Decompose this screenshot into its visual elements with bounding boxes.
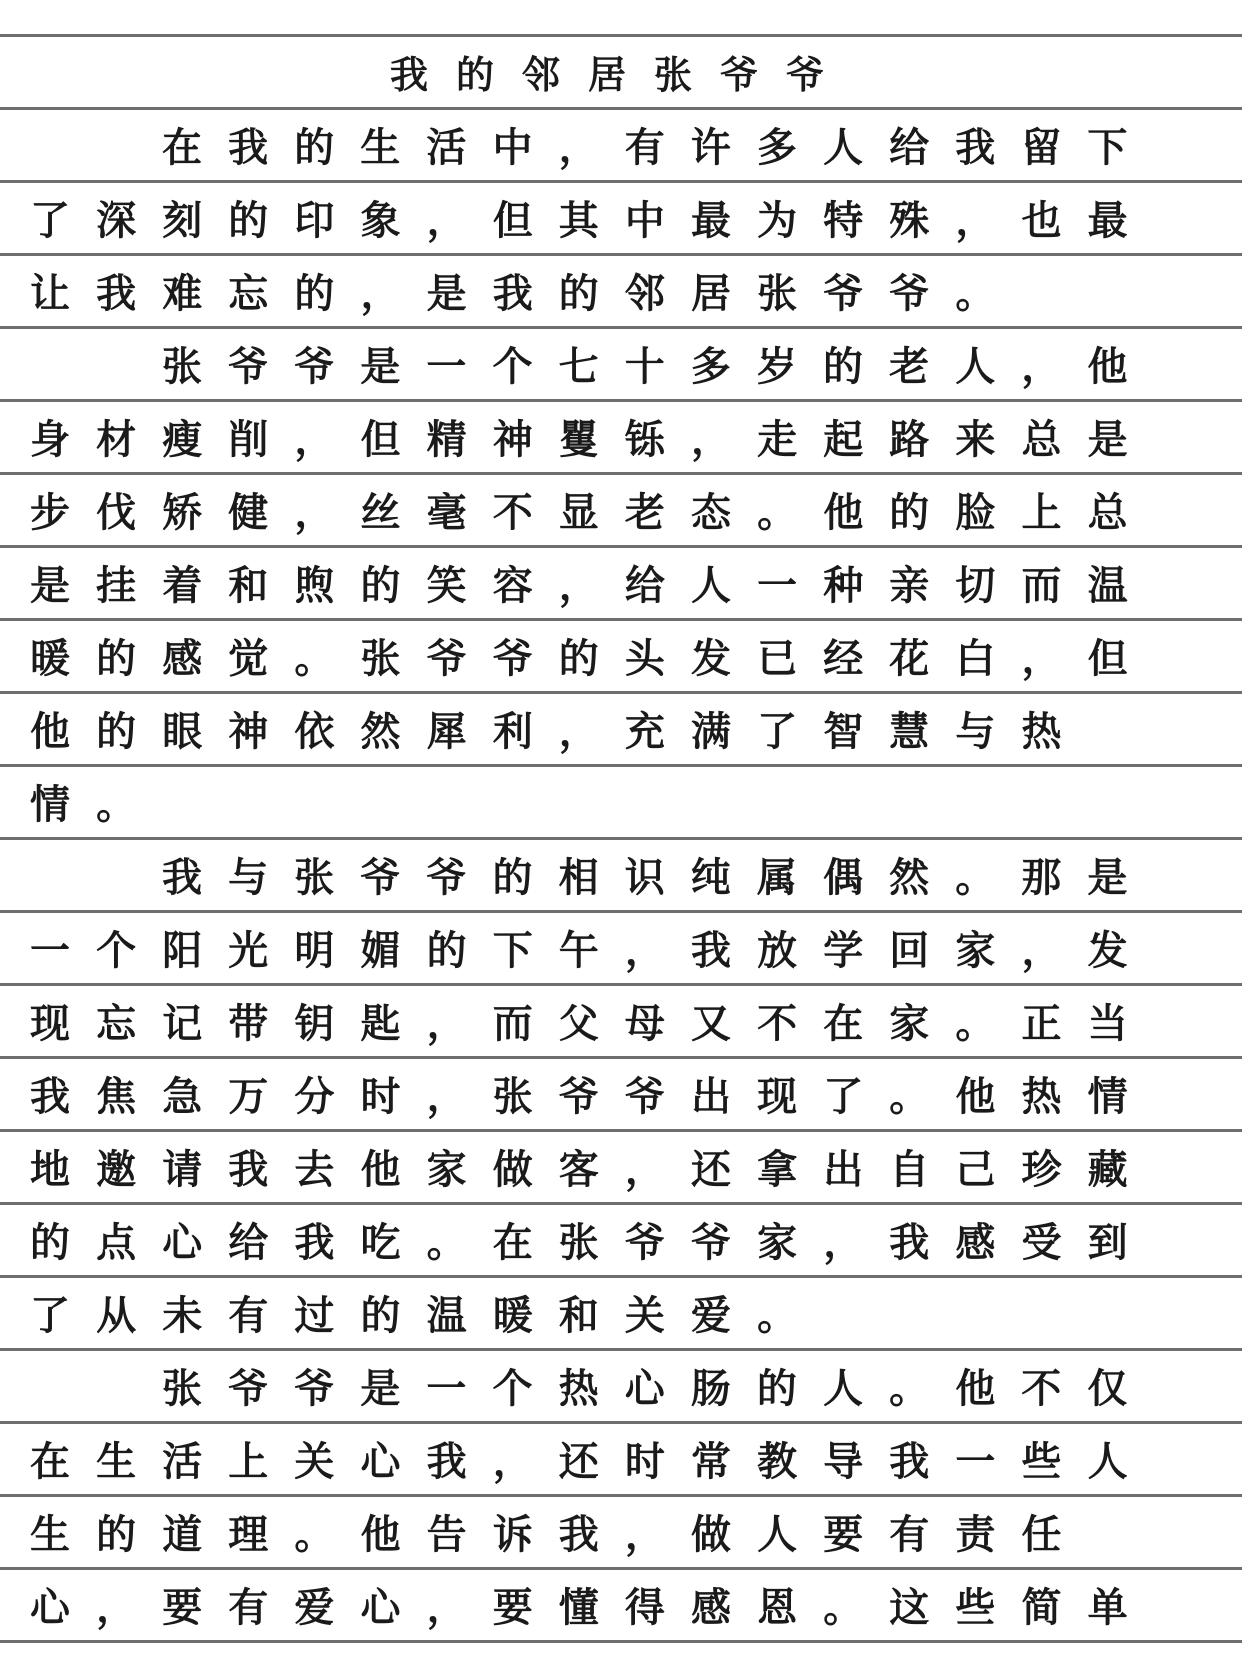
- text-line: [0, 1059, 1242, 1132]
- line-text: 是挂着和煦的笑容，给人一种亲切而温: [30, 562, 1154, 609]
- line-text: 在我的生活中，有许多人给我留下: [162, 124, 1154, 171]
- line-text: 心，要有爱心，要懂得感恩。这些简单: [30, 1584, 1154, 1631]
- text-line: [0, 840, 1242, 913]
- line-text: 现忘记带钥匙，而父母又不在家。正当: [30, 1000, 1154, 1047]
- line-text: 步伐矫健，丝毫不显老态。他的脸上总: [30, 489, 1154, 536]
- line-text: 了深刻的印象，但其中最为特殊，也最: [30, 197, 1154, 244]
- line-text: 我焦急万分时，张爷爷出现了。他热情: [30, 1073, 1154, 1120]
- text-line: [0, 329, 1242, 402]
- text-line: [0, 1424, 1242, 1497]
- line-text: 张爷爷是一个七十多岁的老人，他: [162, 343, 1154, 390]
- essay-title: 我的邻居张爷爷: [389, 52, 852, 97]
- text-line: [0, 1351, 1242, 1424]
- text-line: [0, 621, 1242, 694]
- line-text: 张爷爷是一个热心肠的人。他不仅: [162, 1365, 1154, 1412]
- text-line: [0, 1205, 1242, 1278]
- line-text: 暖的感觉。张爷爷的头发已经花白，但: [30, 635, 1154, 682]
- text-line: [0, 767, 1242, 840]
- line-text: 在生活上关心我，还时常教导我一些人: [30, 1438, 1154, 1485]
- line-text: 的点心给我吃。在张爷爷家，我感受到: [30, 1219, 1154, 1266]
- text-line: [0, 986, 1242, 1059]
- line-text: 了从未有过的温暖和关爱。: [30, 1292, 824, 1339]
- text-line: [0, 183, 1242, 256]
- text-line: [0, 913, 1242, 986]
- line-text: 生的道理。他告诉我，做人要有责任: [30, 1511, 1088, 1558]
- line-text: 情。: [30, 781, 163, 828]
- text-line: [0, 1570, 1242, 1643]
- text-line: [0, 548, 1242, 621]
- text-line: [0, 1278, 1242, 1351]
- line-text: 地邀请我去他家做客，还拿出自己珍藏: [30, 1146, 1154, 1193]
- line-text: 他的眼神依然犀利，充满了智慧与热: [30, 708, 1088, 755]
- text-line: [0, 1497, 1242, 1570]
- line-text: 让我难忘的，是我的邻居张爷爷。: [30, 270, 1022, 317]
- text-line: [0, 256, 1242, 329]
- text-line: [0, 1132, 1242, 1205]
- text-line: [0, 475, 1242, 548]
- line-text: 我与张爷爷的相识纯属偶然。那是: [162, 854, 1154, 901]
- line-text: 身材瘦削，但精神矍铄，走起路来总是: [30, 416, 1154, 463]
- text-line: [0, 402, 1242, 475]
- text-line: [0, 694, 1242, 767]
- text-line: [0, 110, 1242, 183]
- title-row: [0, 37, 1242, 110]
- line-text: 一个阳光明媚的下午，我放学回家，发: [30, 927, 1154, 974]
